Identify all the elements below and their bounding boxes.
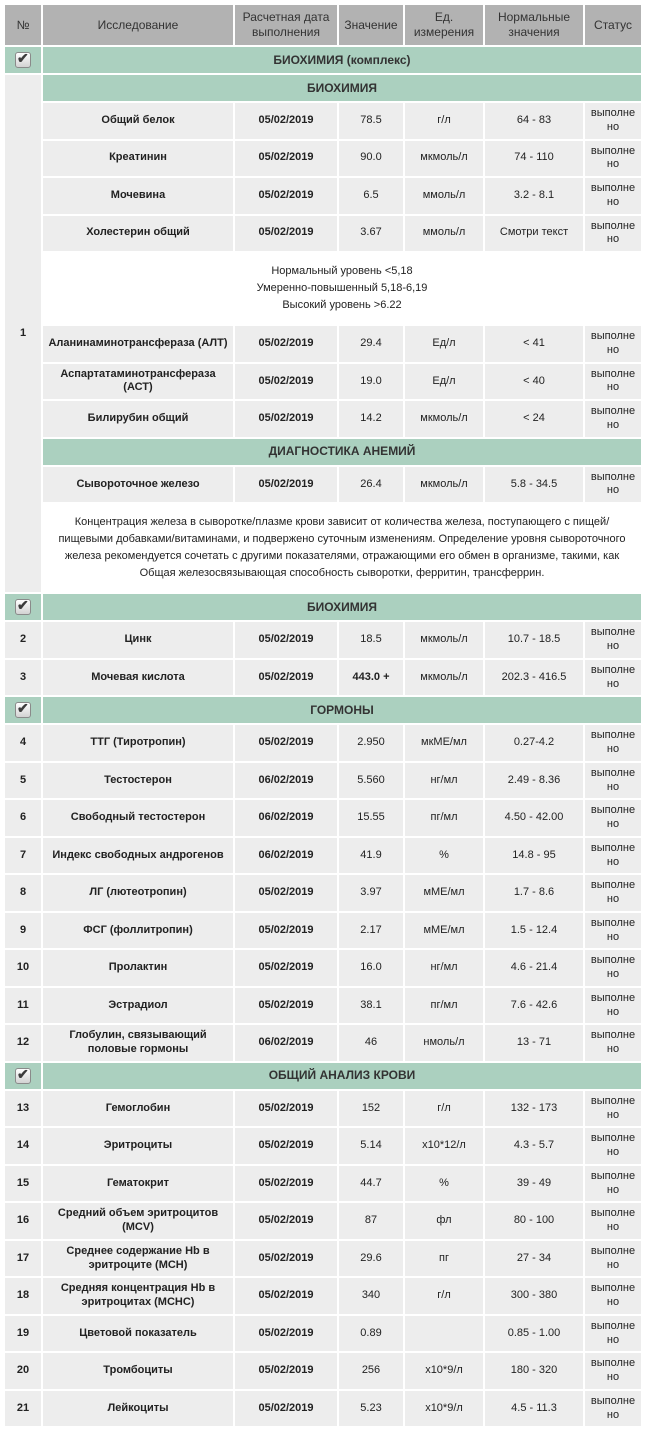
test-value-cell: 2.17: [339, 913, 403, 949]
row-number-cell: 12: [5, 1025, 41, 1061]
group-number-cell: 1: [5, 75, 41, 592]
test-normal-cell: 300 - 380: [485, 1278, 583, 1314]
test-row: [5, 800, 641, 836]
row-number-cell: 13: [5, 1091, 41, 1127]
test-unit-cell: пг/мл: [405, 988, 483, 1024]
row-number-cell: 21: [5, 1391, 41, 1427]
test-value-cell: 2.950: [339, 725, 403, 761]
test-value-cell: 14.2: [339, 401, 403, 437]
test-normal-cell: 14.8 - 95: [485, 838, 583, 874]
test-date-cell: 05/02/2019: [235, 1128, 337, 1164]
test-status-cell: выполнено: [585, 103, 641, 139]
test-normal-cell: 1.5 - 12.4: [485, 913, 583, 949]
test-row: [5, 401, 641, 437]
test-row: [5, 364, 641, 400]
test-unit-cell: %: [405, 1166, 483, 1202]
test-status-cell: выполнено: [585, 1278, 641, 1314]
test-row: [5, 838, 641, 874]
test-name-cell: Цинк: [43, 622, 233, 658]
test-name-cell: Тестостерон: [43, 763, 233, 799]
test-row: [5, 763, 641, 799]
test-normal-cell: 0.85 - 1.00: [485, 1316, 583, 1352]
test-date-cell: 06/02/2019: [235, 838, 337, 874]
test-status-cell: выполнено: [585, 364, 641, 400]
test-normal-cell: 80 - 100: [485, 1203, 583, 1239]
test-status-cell: выполнено: [585, 1166, 641, 1202]
test-date-cell: 05/02/2019: [235, 1316, 337, 1352]
test-unit-cell: г/л: [405, 103, 483, 139]
test-value-cell: 38.1: [339, 988, 403, 1024]
column-header-date: Расчетная дата выполнения: [235, 5, 337, 45]
test-unit-cell: [405, 1316, 483, 1352]
test-normal-cell: 4.6 - 21.4: [485, 950, 583, 986]
test-row: [5, 1316, 641, 1352]
table-header-row: [5, 5, 641, 45]
column-header-test: Исследование: [43, 5, 233, 45]
test-name-cell: Аспартатаминотрансфераза (АСТ): [43, 364, 233, 400]
test-row: [5, 1203, 641, 1239]
test-status-cell: выполнено: [585, 401, 641, 437]
test-status-cell: выполнено: [585, 725, 641, 761]
test-unit-cell: пг: [405, 1241, 483, 1277]
test-row: [5, 216, 641, 252]
row-number-cell: 9: [5, 913, 41, 949]
test-status-cell: выполнено: [585, 838, 641, 874]
test-date-cell: 05/02/2019: [235, 875, 337, 911]
test-date-cell: 05/02/2019: [235, 103, 337, 139]
row-number-cell: 16: [5, 1203, 41, 1239]
note-line: Высокий уровень >6.22: [282, 299, 402, 312]
test-status-cell: выполнено: [585, 467, 641, 503]
test-normal-cell: 39 - 49: [485, 1166, 583, 1202]
test-row: [5, 725, 641, 761]
table-body: [5, 47, 641, 1426]
test-normal-cell: 5.8 - 34.5: [485, 467, 583, 503]
column-header-unit: Ед. измерения: [405, 5, 483, 45]
row-number-cell: 11: [5, 988, 41, 1024]
test-status-cell: выполнено: [585, 875, 641, 911]
test-unit-cell: г/л: [405, 1091, 483, 1127]
test-normal-cell: 2.49 - 8.36: [485, 763, 583, 799]
test-normal-cell: 132 - 173: [485, 1091, 583, 1127]
test-row: [5, 1128, 641, 1164]
test-value-cell: 19.0: [339, 364, 403, 400]
test-status-cell: выполнено: [585, 1203, 641, 1239]
test-normal-cell: 3.2 - 8.1: [485, 178, 583, 214]
test-value-cell: 6.5: [339, 178, 403, 214]
test-date-cell: 05/02/2019: [235, 401, 337, 437]
test-status-cell: выполнено: [585, 216, 641, 252]
test-normal-cell: 7.6 - 42.6: [485, 988, 583, 1024]
test-status-cell: выполнено: [585, 1091, 641, 1127]
test-normal-cell: 180 - 320: [485, 1353, 583, 1389]
test-date-cell: 05/02/2019: [235, 178, 337, 214]
test-unit-cell: Ед/л: [405, 364, 483, 400]
test-unit-cell: пг/мл: [405, 800, 483, 836]
test-status-cell: выполнено: [585, 622, 641, 658]
row-number-cell: 2: [5, 622, 41, 658]
test-value-cell: 44.7: [339, 1166, 403, 1202]
test-row: [5, 103, 641, 139]
test-date-cell: 05/02/2019: [235, 1353, 337, 1389]
test-value-cell: 29.6: [339, 1241, 403, 1277]
test-name-cell: Цветовой показатель: [43, 1316, 233, 1352]
section-checkbox-cell: [5, 47, 41, 73]
test-status-cell: выполнено: [585, 800, 641, 836]
row-number-cell: 14: [5, 1128, 41, 1164]
test-name-cell: ЛГ (лютеотропин): [43, 875, 233, 911]
test-normal-cell: 10.7 - 18.5: [485, 622, 583, 658]
test-value-cell: 5.14: [339, 1128, 403, 1164]
test-value-cell: 3.97: [339, 875, 403, 911]
test-status-cell: выполнено: [585, 660, 641, 696]
section-row: [5, 697, 641, 723]
test-date-cell: 05/02/2019: [235, 1091, 337, 1127]
test-row: [5, 1025, 641, 1061]
test-value-cell: 15.55: [339, 800, 403, 836]
test-unit-cell: %: [405, 838, 483, 874]
test-date-cell: 05/02/2019: [235, 913, 337, 949]
test-row: [5, 950, 641, 986]
row-number-cell: 8: [5, 875, 41, 911]
column-header-status: Статус: [585, 5, 641, 45]
section-checkbox-cell: [5, 594, 41, 620]
test-row: [5, 467, 641, 503]
test-name-cell: Сывороточное железо: [43, 467, 233, 503]
row-number-cell: 10: [5, 950, 41, 986]
section-checkbox[interactable]: [15, 702, 31, 718]
row-number-cell: 5: [5, 763, 41, 799]
note-cell: [43, 253, 641, 324]
note-line: Умеренно-повышенный 5,18-6,19: [256, 282, 428, 295]
row-number-cell: 15: [5, 1166, 41, 1202]
test-name-cell: Креатинин: [43, 141, 233, 177]
test-normal-cell: 202.3 - 416.5: [485, 660, 583, 696]
test-normal-cell: 1.7 - 8.6: [485, 875, 583, 911]
checkmark-icon: ✔: [17, 1065, 29, 1082]
test-status-cell: выполнено: [585, 763, 641, 799]
test-unit-cell: нг/мл: [405, 763, 483, 799]
test-row: [5, 178, 641, 214]
column-header-number: №: [5, 5, 41, 45]
row-number-cell: 4: [5, 725, 41, 761]
test-value-cell: 443.0 +: [339, 660, 403, 696]
test-normal-cell: 27 - 34: [485, 1241, 583, 1277]
test-status-cell: выполнено: [585, 950, 641, 986]
test-status-cell: выполнено: [585, 1316, 641, 1352]
test-row: [5, 913, 641, 949]
test-unit-cell: х10*9/л: [405, 1353, 483, 1389]
test-unit-cell: мкмоль/л: [405, 401, 483, 437]
test-normal-cell: 4.5 - 11.3: [485, 1391, 583, 1427]
test-name-cell: Среднее содержание Hb в эритроците (MCH): [43, 1241, 233, 1277]
test-status-cell: выполнено: [585, 988, 641, 1024]
test-normal-cell: 4.3 - 5.7: [485, 1128, 583, 1164]
test-name-cell: Билирубин общий: [43, 401, 233, 437]
section-label: БИОХИМИЯ (комплекс): [43, 47, 641, 73]
section-row: [5, 47, 641, 73]
test-status-cell: выполнено: [585, 141, 641, 177]
test-date-cell: 05/02/2019: [235, 467, 337, 503]
test-value-cell: 41.9: [339, 838, 403, 874]
test-status-cell: выполнено: [585, 1391, 641, 1427]
test-date-cell: 05/02/2019: [235, 326, 337, 362]
test-unit-cell: нг/мл: [405, 950, 483, 986]
section-checkbox[interactable]: [15, 1065, 31, 1084]
test-normal-cell: < 40: [485, 364, 583, 400]
test-unit-cell: нмоль/л: [405, 1025, 483, 1061]
test-normal-cell: 0.27-4.2: [485, 725, 583, 761]
checkmark-icon: ✔: [17, 50, 29, 66]
test-value-cell: 26.4: [339, 467, 403, 503]
test-date-cell: 05/02/2019: [235, 364, 337, 400]
test-name-cell: Тромбоциты: [43, 1353, 233, 1389]
section-label: БИОХИМИЯ: [43, 594, 641, 620]
test-row: [5, 1353, 641, 1389]
section-row: [5, 594, 641, 620]
test-name-cell: Лейкоциты: [43, 1391, 233, 1427]
test-name-cell: Мочевина: [43, 178, 233, 214]
section-label: ГОРМОНЫ: [43, 697, 641, 723]
test-date-cell: 05/02/2019: [235, 725, 337, 761]
test-unit-cell: мкмоль/л: [405, 622, 483, 658]
row-number-cell: 18: [5, 1278, 41, 1314]
test-name-cell: ТТГ (Тиротропин): [43, 725, 233, 761]
test-normal-cell: 64 - 83: [485, 103, 583, 139]
test-unit-cell: мМЕ/мл: [405, 875, 483, 911]
test-date-cell: 05/02/2019: [235, 1391, 337, 1427]
test-normal-cell: 74 - 110: [485, 141, 583, 177]
test-date-cell: 05/02/2019: [235, 622, 337, 658]
test-unit-cell: х10*12/л: [405, 1128, 483, 1164]
test-normal-cell: < 24: [485, 401, 583, 437]
note-row: [5, 253, 641, 324]
test-date-cell: 05/02/2019: [235, 1203, 337, 1239]
test-name-cell: Средний объем эритроцитов (MCV): [43, 1203, 233, 1239]
test-unit-cell: г/л: [405, 1278, 483, 1314]
test-value-cell: 16.0: [339, 950, 403, 986]
test-name-cell: Мочевая кислота: [43, 660, 233, 696]
test-value-cell: 152: [339, 1091, 403, 1127]
test-row: [5, 1278, 641, 1314]
test-row: [5, 1166, 641, 1202]
test-unit-cell: фл: [405, 1203, 483, 1239]
test-normal-cell: 4.50 - 42.00: [485, 800, 583, 836]
section-checkbox[interactable]: [15, 52, 31, 68]
test-status-cell: выполнено: [585, 178, 641, 214]
test-name-cell: Гемоглобин: [43, 1091, 233, 1127]
test-name-cell: Общий белок: [43, 103, 233, 139]
test-row: [5, 141, 641, 177]
test-normal-cell: 13 - 71: [485, 1025, 583, 1061]
test-name-cell: Средняя концентрация Hb в эритроцитах (MCHC): [43, 1278, 233, 1314]
test-date-cell: 06/02/2019: [235, 763, 337, 799]
test-name-cell: Глобулин, связывающий половые гормоны: [43, 1025, 233, 1061]
checkmark-icon: ✔: [17, 700, 29, 717]
row-number-cell: 7: [5, 838, 41, 874]
lab-results-table: [3, 3, 643, 1428]
test-unit-cell: мкмоль/л: [405, 141, 483, 177]
test-date-cell: 06/02/2019: [235, 1025, 337, 1061]
test-unit-cell: мкмоль/л: [405, 660, 483, 696]
test-name-cell: Индекс свободных андрогенов: [43, 838, 233, 874]
test-unit-cell: Ед/л: [405, 326, 483, 362]
test-value-cell: 340: [339, 1278, 403, 1314]
test-row: [5, 875, 641, 911]
test-status-cell: выполнено: [585, 1353, 641, 1389]
test-normal-cell: Смотри текст: [485, 216, 583, 252]
test-row: [5, 1091, 641, 1127]
test-name-cell: ФСГ (фоллитропин): [43, 913, 233, 949]
test-name-cell: Гематокрит: [43, 1166, 233, 1202]
test-value-cell: 87: [339, 1203, 403, 1239]
test-value-cell: 78.5: [339, 103, 403, 139]
test-value-cell: 5.23: [339, 1391, 403, 1427]
test-row: [5, 1391, 641, 1427]
test-status-cell: выполнено: [585, 1128, 641, 1164]
test-date-cell: 05/02/2019: [235, 660, 337, 696]
row-number-cell: 17: [5, 1241, 41, 1277]
test-normal-cell: < 41: [485, 326, 583, 362]
test-name-cell: Аланинаминотрансфераза (АЛТ): [43, 326, 233, 362]
note-row: [5, 504, 641, 592]
test-date-cell: 05/02/2019: [235, 1166, 337, 1202]
row-number-cell: 19: [5, 1316, 41, 1352]
test-unit-cell: мкмоль/л: [405, 467, 483, 503]
test-row: [5, 622, 641, 658]
test-date-cell: 05/02/2019: [235, 988, 337, 1024]
subsection-label: ДИАГНОСТИКА АНЕМИЙ: [43, 439, 641, 465]
test-unit-cell: ммоль/л: [405, 178, 483, 214]
test-value-cell: 256: [339, 1353, 403, 1389]
test-name-cell: Свободный тестостерон: [43, 800, 233, 836]
test-row: [5, 660, 641, 696]
test-date-cell: 05/02/2019: [235, 141, 337, 177]
test-row: [5, 988, 641, 1024]
row-number-cell: 6: [5, 800, 41, 836]
test-row: [5, 326, 641, 362]
test-name-cell: Эстрадиол: [43, 988, 233, 1024]
row-number-cell: 20: [5, 1353, 41, 1389]
test-date-cell: 05/02/2019: [235, 950, 337, 986]
test-status-cell: выполнено: [585, 326, 641, 362]
test-unit-cell: мМЕ/мл: [405, 913, 483, 949]
test-name-cell: Эритроциты: [43, 1128, 233, 1164]
section-label: ОБЩИЙ АНАЛИЗ КРОВИ: [43, 1063, 641, 1089]
test-value-cell: 18.5: [339, 622, 403, 658]
test-unit-cell: ммоль/л: [405, 216, 483, 252]
checkmark-icon: ✔: [17, 597, 29, 614]
test-status-cell: выполнено: [585, 1025, 641, 1061]
test-value-cell: 3.67: [339, 216, 403, 252]
note-cell: [43, 504, 641, 592]
note-line: Нормальный уровень <5,18: [271, 265, 413, 277]
test-value-cell: 29.4: [339, 326, 403, 362]
column-header-normal: Нормальные значения: [485, 5, 583, 45]
test-value-cell: 5.560: [339, 763, 403, 799]
test-date-cell: 05/02/2019: [235, 1278, 337, 1314]
test-value-cell: 90.0: [339, 141, 403, 177]
subsection-row: [5, 75, 641, 101]
test-date-cell: 05/02/2019: [235, 1241, 337, 1277]
test-value-cell: 0.89: [339, 1316, 403, 1352]
test-value-cell: 46: [339, 1025, 403, 1061]
test-status-cell: выполнено: [585, 1241, 641, 1277]
test-name-cell: Холестерин общий: [43, 216, 233, 252]
note-line: Концентрация железа в сыворотке/плазме крови зависит от количества железа, поступающего с пищей/пищевыми добавками/витаминами, и подвержено суточным изменениям. Определение уровня сывороточного железа рекомендуется сочетать с другими показателями, отражающими его обмен в организме, такими, как Общая железосвязывающая способность сыворотки, ферритин, трансферрин.: [58, 516, 626, 580]
test-row: [5, 1241, 641, 1277]
test-date-cell: 06/02/2019: [235, 800, 337, 836]
test-name-cell: Пролактин: [43, 950, 233, 986]
subsection-label: БИОХИМИЯ: [43, 75, 641, 101]
subsection-row: [5, 439, 641, 465]
test-unit-cell: х10*9/л: [405, 1391, 483, 1427]
column-header-value: Значение: [339, 5, 403, 45]
test-date-cell: 05/02/2019: [235, 216, 337, 252]
row-number-cell: 3: [5, 660, 41, 696]
test-unit-cell: мкМЕ/мл: [405, 725, 483, 761]
section-checkbox[interactable]: [15, 599, 31, 615]
section-checkbox-cell: [5, 697, 41, 723]
test-status-cell: выполнено: [585, 913, 641, 949]
